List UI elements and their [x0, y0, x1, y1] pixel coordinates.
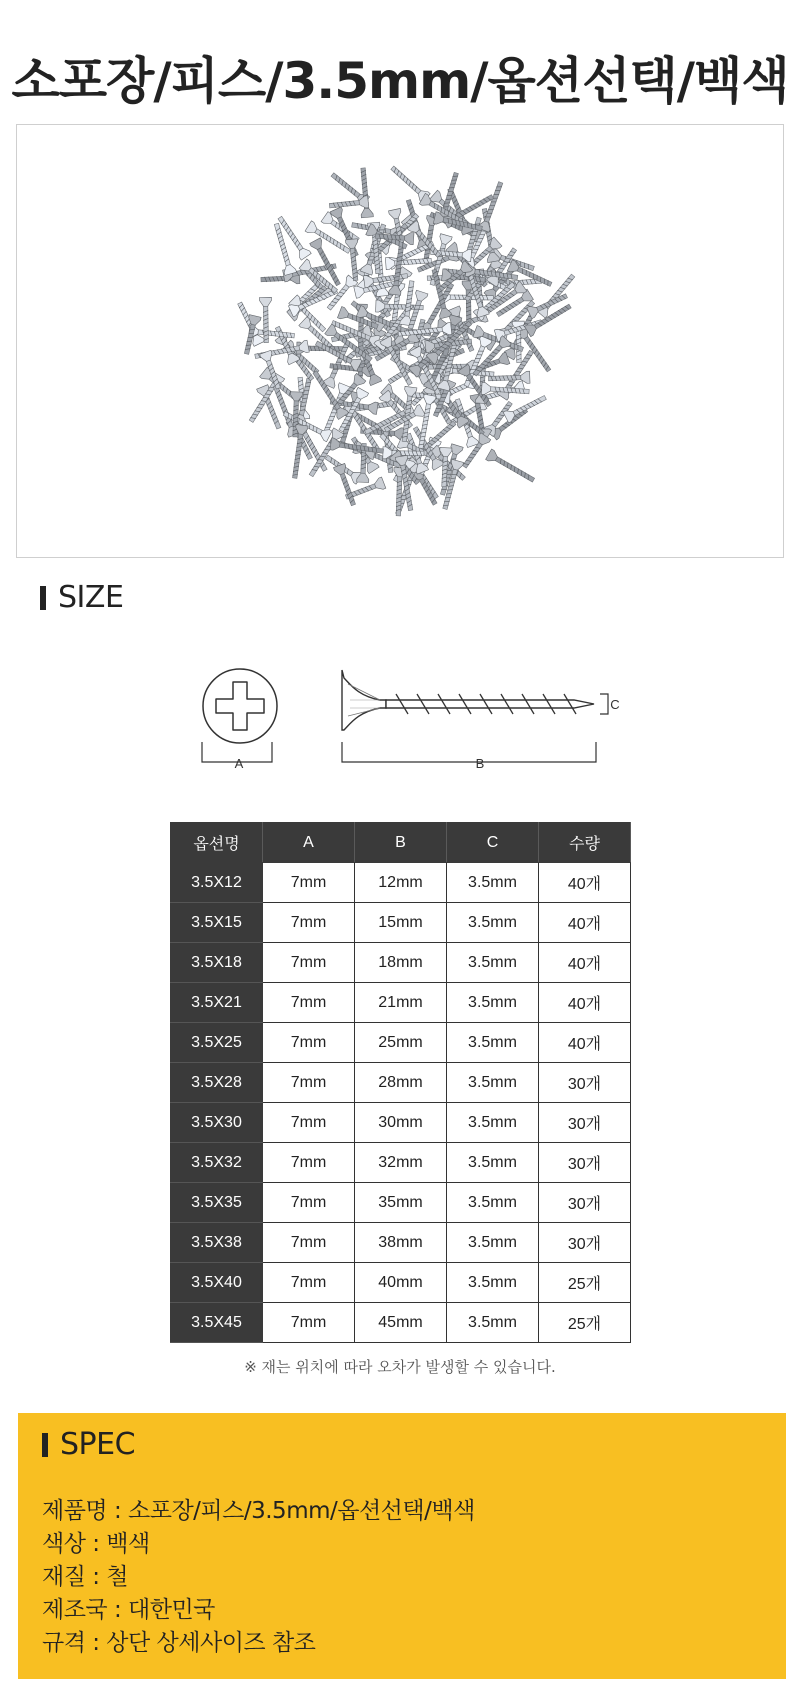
- cell-quantity: 30개: [539, 1183, 631, 1223]
- table-header-row: [171, 823, 631, 863]
- cell-a: 7mm: [263, 1023, 355, 1063]
- cell-quantity: 25개: [539, 1303, 631, 1343]
- cell-b: 12mm: [355, 863, 447, 903]
- size-table: [170, 822, 631, 1343]
- cell-b: 30mm: [355, 1103, 447, 1143]
- diagram-label-b: B: [475, 756, 485, 771]
- cell-quantity: 30개: [539, 1223, 631, 1263]
- cell-b: 35mm: [355, 1183, 447, 1223]
- header-option: 옵션명: [171, 823, 263, 863]
- cell-c: 3.5mm: [447, 903, 539, 943]
- page-title: 소포장/피스/3.5mm/옵션선택/백색: [11, 52, 789, 110]
- cell-c: 3.5mm: [447, 863, 539, 903]
- screw-side-icon: [342, 670, 594, 730]
- cell-quantity: 40개: [539, 983, 631, 1023]
- spec-heading: [42, 1427, 135, 1462]
- cell-option: 3.5X18: [171, 943, 263, 983]
- cell-c: 3.5mm: [447, 1303, 539, 1343]
- spec-product-name: 제품명 : 소포장/피스/3.5mm/옵션선택/백색: [42, 1498, 475, 1524]
- header-a: A: [263, 823, 355, 863]
- header-b: B: [355, 823, 447, 863]
- cell-option: 3.5X35: [171, 1183, 263, 1223]
- cell-a: 7mm: [263, 1223, 355, 1263]
- cell-b: 40mm: [355, 1263, 447, 1303]
- cell-quantity: 25개: [539, 1263, 631, 1303]
- cell-c: 3.5mm: [447, 943, 539, 983]
- cell-c: 3.5mm: [447, 1023, 539, 1063]
- cell-option: 3.5X12: [171, 863, 263, 903]
- cell-option: 3.5X32: [171, 1143, 263, 1183]
- table-row: [171, 903, 631, 943]
- cell-option: 3.5X21: [171, 983, 263, 1023]
- table-row: [171, 983, 631, 1023]
- table-row: [171, 1103, 631, 1143]
- heading-bar: [42, 1433, 48, 1457]
- table-row: [171, 1143, 631, 1183]
- measurement-note: ※ 재는 위치에 따라 오차가 발생할 수 있습니다.: [244, 1358, 556, 1376]
- header-c: C: [447, 823, 539, 863]
- cell-option: 3.5X15: [171, 903, 263, 943]
- cell-c: 3.5mm: [447, 1063, 539, 1103]
- cell-quantity: 30개: [539, 1103, 631, 1143]
- cell-c: 3.5mm: [447, 1223, 539, 1263]
- cell-a: 7mm: [263, 863, 355, 903]
- cell-a: 7mm: [263, 1103, 355, 1143]
- cell-b: 32mm: [355, 1143, 447, 1183]
- cell-quantity: 30개: [539, 1063, 631, 1103]
- cell-option: 3.5X30: [171, 1103, 263, 1143]
- cell-quantity: 40개: [539, 1023, 631, 1063]
- cell-b: 21mm: [355, 983, 447, 1023]
- table-row: [171, 1303, 631, 1343]
- table-row: [171, 1223, 631, 1263]
- table-row: [171, 943, 631, 983]
- size-heading: [40, 580, 123, 615]
- cell-quantity: 40개: [539, 903, 631, 943]
- spec-heading-label: SPEC: [60, 1427, 136, 1462]
- spec-panel: [18, 1413, 786, 1679]
- cell-b: 45mm: [355, 1303, 447, 1343]
- cell-a: 7mm: [263, 1063, 355, 1103]
- spec-material: 재질 : 철: [42, 1564, 129, 1590]
- table-row: [171, 1183, 631, 1223]
- cell-a: 7mm: [263, 1263, 355, 1303]
- table-row: [171, 1023, 631, 1063]
- cell-c: 3.5mm: [447, 1263, 539, 1303]
- screw-pile-image: [17, 125, 785, 559]
- cell-option: 3.5X38: [171, 1223, 263, 1263]
- cell-c: 3.5mm: [447, 1143, 539, 1183]
- cell-quantity: 40개: [539, 863, 631, 903]
- cell-a: 7mm: [263, 1143, 355, 1183]
- cell-c: 3.5mm: [447, 1183, 539, 1223]
- cell-a: 7mm: [263, 1183, 355, 1223]
- diagram-label-c: C: [610, 697, 620, 712]
- spec-origin: 제조국 : 대한민국: [42, 1597, 215, 1623]
- spec-list: [42, 1495, 475, 1660]
- heading-bar: [40, 586, 46, 610]
- cell-b: 28mm: [355, 1063, 447, 1103]
- cell-a: 7mm: [263, 1303, 355, 1343]
- cell-b: 18mm: [355, 943, 447, 983]
- cell-option: 3.5X45: [171, 1303, 263, 1343]
- cell-option: 3.5X25: [171, 1023, 263, 1063]
- spec-color: 색상 : 백색: [42, 1531, 150, 1557]
- size-heading-label: SIZE: [58, 580, 124, 615]
- cell-a: 7mm: [263, 943, 355, 983]
- cell-quantity: 30개: [539, 1143, 631, 1183]
- table-row: [171, 1063, 631, 1103]
- diagram-label-a: A: [234, 756, 244, 771]
- cell-b: 38mm: [355, 1223, 447, 1263]
- spec-size: 규격 : 상단 상세사이즈 참조: [42, 1630, 316, 1656]
- cell-option: 3.5X40: [171, 1263, 263, 1303]
- cell-a: 7mm: [263, 903, 355, 943]
- size-diagram: [190, 664, 650, 798]
- header-quantity: 수량: [539, 823, 631, 863]
- product-photo: [16, 124, 784, 558]
- table-row: [171, 863, 631, 903]
- cell-c: 3.5mm: [447, 1103, 539, 1143]
- screw-head-icon: [203, 669, 277, 743]
- cell-a: 7mm: [263, 983, 355, 1023]
- table-row: [171, 1263, 631, 1303]
- cell-b: 15mm: [355, 903, 447, 943]
- cell-option: 3.5X28: [171, 1063, 263, 1103]
- cell-quantity: 40개: [539, 943, 631, 983]
- cell-c: 3.5mm: [447, 983, 539, 1023]
- cell-b: 25mm: [355, 1023, 447, 1063]
